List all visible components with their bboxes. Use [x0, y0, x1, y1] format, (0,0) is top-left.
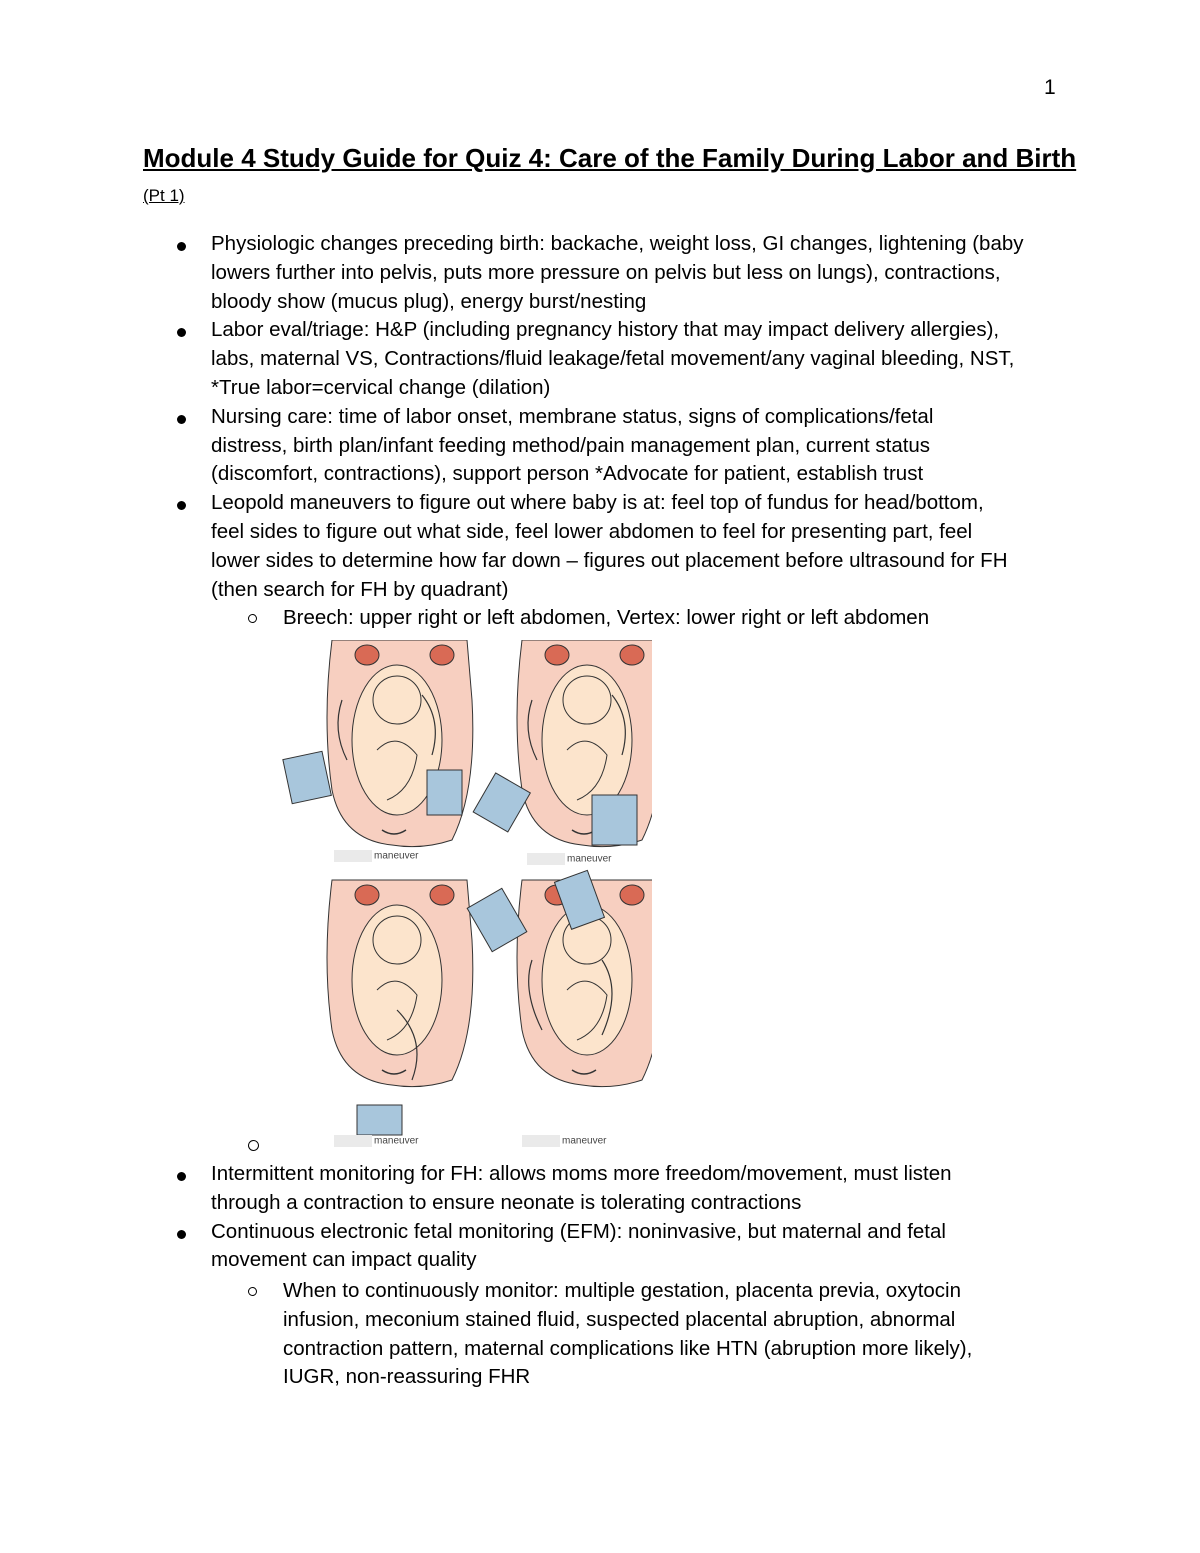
sub-bullet-icon	[248, 1140, 259, 1151]
sub-list-top	[283, 604, 1053, 633]
list-item: Leopold maneuvers to figure out where baby is at: feel top of fundus for head/bottom, feel sides to figure out what side, feel lower abdomen to feel for presenting part, feel lower sides to determine how far down – figures out placement before ultrasound for FH (then search for FH by quadrant)	[211, 489, 1071, 604]
figure-label-2: maneuver	[527, 853, 611, 865]
bullet-icon	[177, 415, 186, 424]
list-item: Breech: upper right or left abdomen, Vertex: lower right or left abdomen	[283, 604, 1053, 633]
sub-list-bottom	[283, 1277, 1053, 1392]
leopold-maneuvers-figure	[282, 640, 652, 1155]
bullet-icon	[177, 1172, 186, 1181]
figure-label-1: maneuver	[334, 850, 418, 862]
page-number: 1	[1044, 76, 1056, 99]
bullet-icon	[177, 501, 186, 510]
sub-bullet-icon	[248, 1287, 257, 1296]
sub-bullet-icon	[248, 614, 257, 623]
bullet-list-top	[211, 230, 1071, 604]
maneuver-4-illustration	[467, 870, 652, 1086]
maneuver-3-illustration	[327, 880, 473, 1135]
page-subtitle: (Pt 1)	[143, 186, 185, 205]
page-title: Module 4 Study Guide for Quiz 4: Care of the Family During Labor and Birth	[143, 143, 1077, 173]
bullet-icon	[177, 328, 186, 337]
figure-label-3: maneuver	[334, 1135, 418, 1147]
bullet-list-bottom	[211, 1160, 1071, 1275]
bullet-icon	[177, 1230, 186, 1239]
maneuver-1-illustration	[283, 640, 473, 847]
list-item: When to continuously monitor: multiple gestation, placenta previa, oxytocin infusion, meconium stained fluid, suspected placental abruption, abnormal contraction pattern, maternal complications like HTN (abruption more likely), IUGR, non-reassuring FHR	[283, 1277, 1053, 1392]
list-item: Continuous electronic fetal monitoring (EFM): noninvasive, but maternal and fetal movement can impact quality	[211, 1218, 1071, 1276]
list-item: Nursing care: time of labor onset, membrane status, signs of complications/fetal distress, birth plan/infant feeding method/pain management plan, current status (discomfort, contractions), support person *Advocate for patient, establish trust	[211, 403, 1071, 489]
list-item: Labor eval/triage: H&P (including pregnancy history that may impact delivery allergies), labs, maternal VS, Contractions/fluid leakage/fetal movement/any vaginal bleeding, NST, *True labor=cervical change (dilation)	[211, 316, 1071, 402]
maneuver-2-illustration	[473, 640, 652, 847]
list-item: Intermittent monitoring for FH: allows moms more freedom/movement, must listen through a contraction to ensure neonate is tolerating contractions	[211, 1160, 1071, 1218]
figure-label-4: maneuver	[522, 1135, 606, 1147]
leopold-maneuvers-illustration	[282, 640, 652, 1155]
list-item: Physiologic changes preceding birth: backache, weight loss, GI changes, lightening (baby lowers further into pelvis, puts more pressure on pelvis but less on lungs), contractions, bloody show (mucus plug), energy burst/nesting	[211, 230, 1071, 316]
bullet-icon	[177, 242, 186, 251]
